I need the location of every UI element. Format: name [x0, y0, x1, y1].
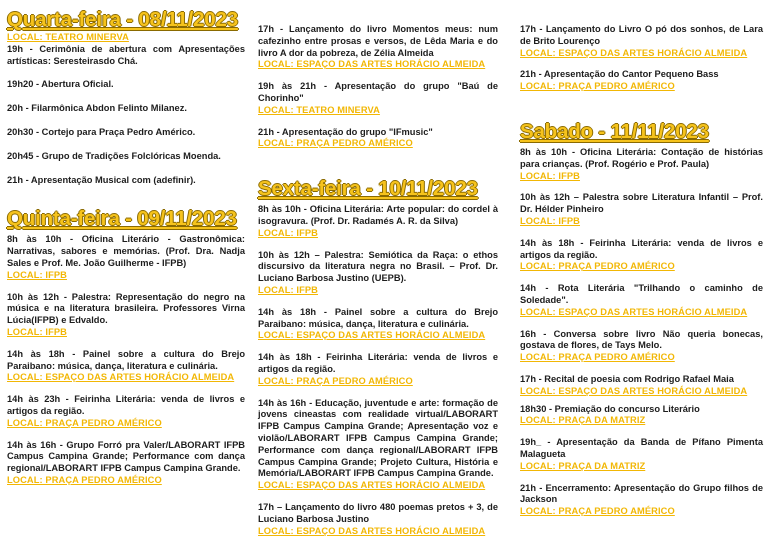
- event-description: 10h às 12h – Palestra: Semiótica da Raça: o ethos discursivo da literatura negra no Brasil. – Prof. Dr. Luciano Barbosa Justino (UEPB).: [258, 249, 498, 284]
- event-location: LOCAL: ESPAÇO DAS ARTES HORÁCIO ALMEIDA: [520, 306, 748, 317]
- event-description: 21h - Apresentação Musical com (adefinir).: [7, 174, 196, 185]
- event-description: 20h - Filarmônica Abdon Felinto Milanez.: [7, 103, 187, 114]
- event-description: 18h30 - Premiação do concurso Literário: [520, 403, 700, 414]
- event-description: 21h - Encerramento: Apresentação do Grupo filhos de Jackson: [520, 482, 763, 505]
- event-description: 17h - Lançamento do Livro O pó dos sonhos, de Lara de Brito Lourenço: [520, 24, 763, 46]
- event-location: LOCAL: IFPB: [7, 269, 67, 280]
- event-location: LOCAL: ESPAÇO DAS ARTES HORÁCIO ALMEIDA: [258, 480, 486, 491]
- event-location: LOCAL: ESPAÇO DAS ARTES HORÁCIO ALMEIDA: [258, 525, 486, 536]
- day-heading: Sexta-feira - 10/11/2023: [258, 177, 478, 201]
- event-location: LOCAL: PRAÇA PEDRO AMÉRICO: [520, 261, 675, 272]
- event-location: LOCAL: PRAÇA PEDRO AMÉRICO: [520, 506, 675, 517]
- event-description: 21h - Apresentação do Cantor Pequeno Bass: [520, 69, 719, 80]
- event-description: 19h - Cerimônia de abertura com Apresentações artísticas: Seresteirasdo Chá.: [7, 43, 245, 66]
- day-heading: Quinta-feira - 09/11/2023: [7, 207, 237, 231]
- event-description: 8h às 10h - Oficina Literário - Gastronômica: Narrativas, sabores e memórias. (Prof. Dra. Nadja Sales e Prof. Me. João Guilherme - IFPB): [7, 234, 245, 268]
- event-description: 19h20 - Abertura Oficial.: [7, 79, 114, 90]
- event-description: 17h - Lançamento do livro Momentos meus: num cafezinho entre prosas e versos, de Lêda Maria e do livro A dor da pobreza, de Zélia Almeida: [258, 24, 498, 58]
- column-2: [258, 12, 498, 537]
- event-description: 14h às 16h - Grupo Forró pra Valer/LABORART IFPB Campus Campina Grande; Performance com dança regional/LABORART IFPB Campus Campina Grande.: [7, 439, 245, 474]
- event-description: 14h às 18h - Feirinha Literária: venda de livros e artigos da região.: [520, 237, 763, 260]
- event-description: 8h às 10h - Oficina Literária: Contação de histórias para crianças. (Prof. Rogério e Prof. Paula): [520, 146, 763, 169]
- event-description: 14h - Rota Literária "Trilhando o caminho de Soledade".: [520, 283, 763, 305]
- event-description: 10h às 12h - Palestra: Representação do negro na música e na literatura brasileira. Professores Virna Lúcia(IFPB) e Edvaldo.: [7, 291, 245, 326]
- event-location: LOCAL: PRAÇA PEDRO AMÉRICO: [258, 138, 413, 149]
- event-description: 20h30 - Cortejo para Praça Pedro Américo.: [7, 126, 196, 137]
- event-description: 19h_ - Apresentação da Banda de Pífano Pimenta Malagueta: [520, 437, 763, 459]
- event-location: LOCAL: PRAÇA PEDRO AMÉRICO: [520, 352, 675, 363]
- event-description: 21h - Apresentação do grupo "IFmusic": [258, 126, 433, 137]
- column-3: [520, 12, 763, 518]
- event-location: LOCAL: IFPB: [258, 284, 318, 295]
- event-location: LOCAL: ESPAÇO DAS ARTES HORÁCIO ALMEIDA: [7, 372, 235, 383]
- event-location: LOCAL: ESPAÇO DAS ARTES HORÁCIO ALMEIDA: [258, 330, 486, 341]
- day-heading: Sabado - 11/11/2023: [520, 119, 709, 143]
- event-location: LOCAL: ESPAÇO DAS ARTES HORÁCIO ALMEIDA: [258, 59, 486, 70]
- event-description: 14h às 18h - Painel sobre a cultura do Brejo Paraibano: música, dança, literatura e culinária.: [258, 306, 498, 329]
- event-location: LOCAL: TEATRO MINERVA: [7, 32, 129, 42]
- event-location: LOCAL: PRAÇA PEDRO AMÉRICO: [258, 375, 413, 386]
- event-description: 20h45 - Grupo de Tradições Folclóricas Moenda.: [7, 150, 221, 161]
- event-description: 19h às 21h - Apresentação do grupo "Baú de Chorinho": [258, 81, 498, 103]
- event-description: 8h às 10h - Oficina Literária: Arte popular: do cordel à isogravura. (Prof. Dr. Radamés A. R. da Silva): [258, 204, 498, 226]
- event-location: LOCAL: PRAÇA PEDRO AMÉRICO: [7, 474, 162, 485]
- event-location: LOCAL: IFPB: [520, 215, 580, 226]
- event-location: LOCAL: ESPAÇO DAS ARTES HORÁCIO ALMEIDA: [520, 385, 748, 396]
- event-description: 17h - Recital de poesia com Rodrigo Rafael Maia: [520, 373, 734, 384]
- event-location: LOCAL: PRAÇA PEDRO AMÉRICO: [520, 81, 675, 92]
- event-location: LOCAL: TEATRO MINERVA: [258, 104, 380, 115]
- event-location: LOCAL: ESPAÇO DAS ARTES HORÁCIO ALMEIDA: [520, 47, 748, 58]
- event-location: LOCAL: PRAÇA DA MATRIZ: [520, 460, 646, 471]
- event-location: LOCAL: IFPB: [520, 170, 580, 181]
- event-location: LOCAL: IFPB: [258, 227, 318, 238]
- event-description: 14h às 18h - Painel sobre a cultura do Brejo Paraibano: música, dança, literatura e culinária.: [7, 348, 245, 371]
- event-location: LOCAL: IFPB: [7, 326, 67, 337]
- event-description: 17h – Lançamento do livro 480 poemas pretos + 3, de Luciano Barbosa Justino: [258, 501, 498, 524]
- day-heading: Quarta-feira - 08/11/2023: [7, 8, 238, 31]
- event-description: 14h às 18h - Feirinha Literária: venda de livros e artigos da região.: [258, 352, 498, 374]
- event-location: LOCAL: PRAÇA DA MATRIZ: [520, 415, 646, 426]
- event-description: 14h às 16h - Educação, juventude e arte: formação de jovens cineastas com realidade virtual/LABORART IFPB Campus Campina Grande; Apresentação voz e violão/LABORART IFPB Campus Campina Grande; Performance com dança regional/LABORART IFPB Campus Campina Grande; Projeto Cultura, História e Memória/LABORART IFPB Campus Campina Grande.: [258, 397, 498, 479]
- event-description: 14h às 23h - Feirinha Literária: venda de livros e artigos da região.: [7, 394, 245, 416]
- event-location: LOCAL: PRAÇA PEDRO AMÉRICO: [7, 417, 162, 428]
- column-1: [7, 9, 245, 487]
- event-description: 10h às 12h – Palestra sobre Literatura Infantil – Prof. Dr. Hélder Pinheiro: [520, 192, 763, 215]
- event-description: 16h - Conversa sobre livro Não queria bonecas, gostava de flores, de Tays Melo.: [520, 328, 763, 351]
